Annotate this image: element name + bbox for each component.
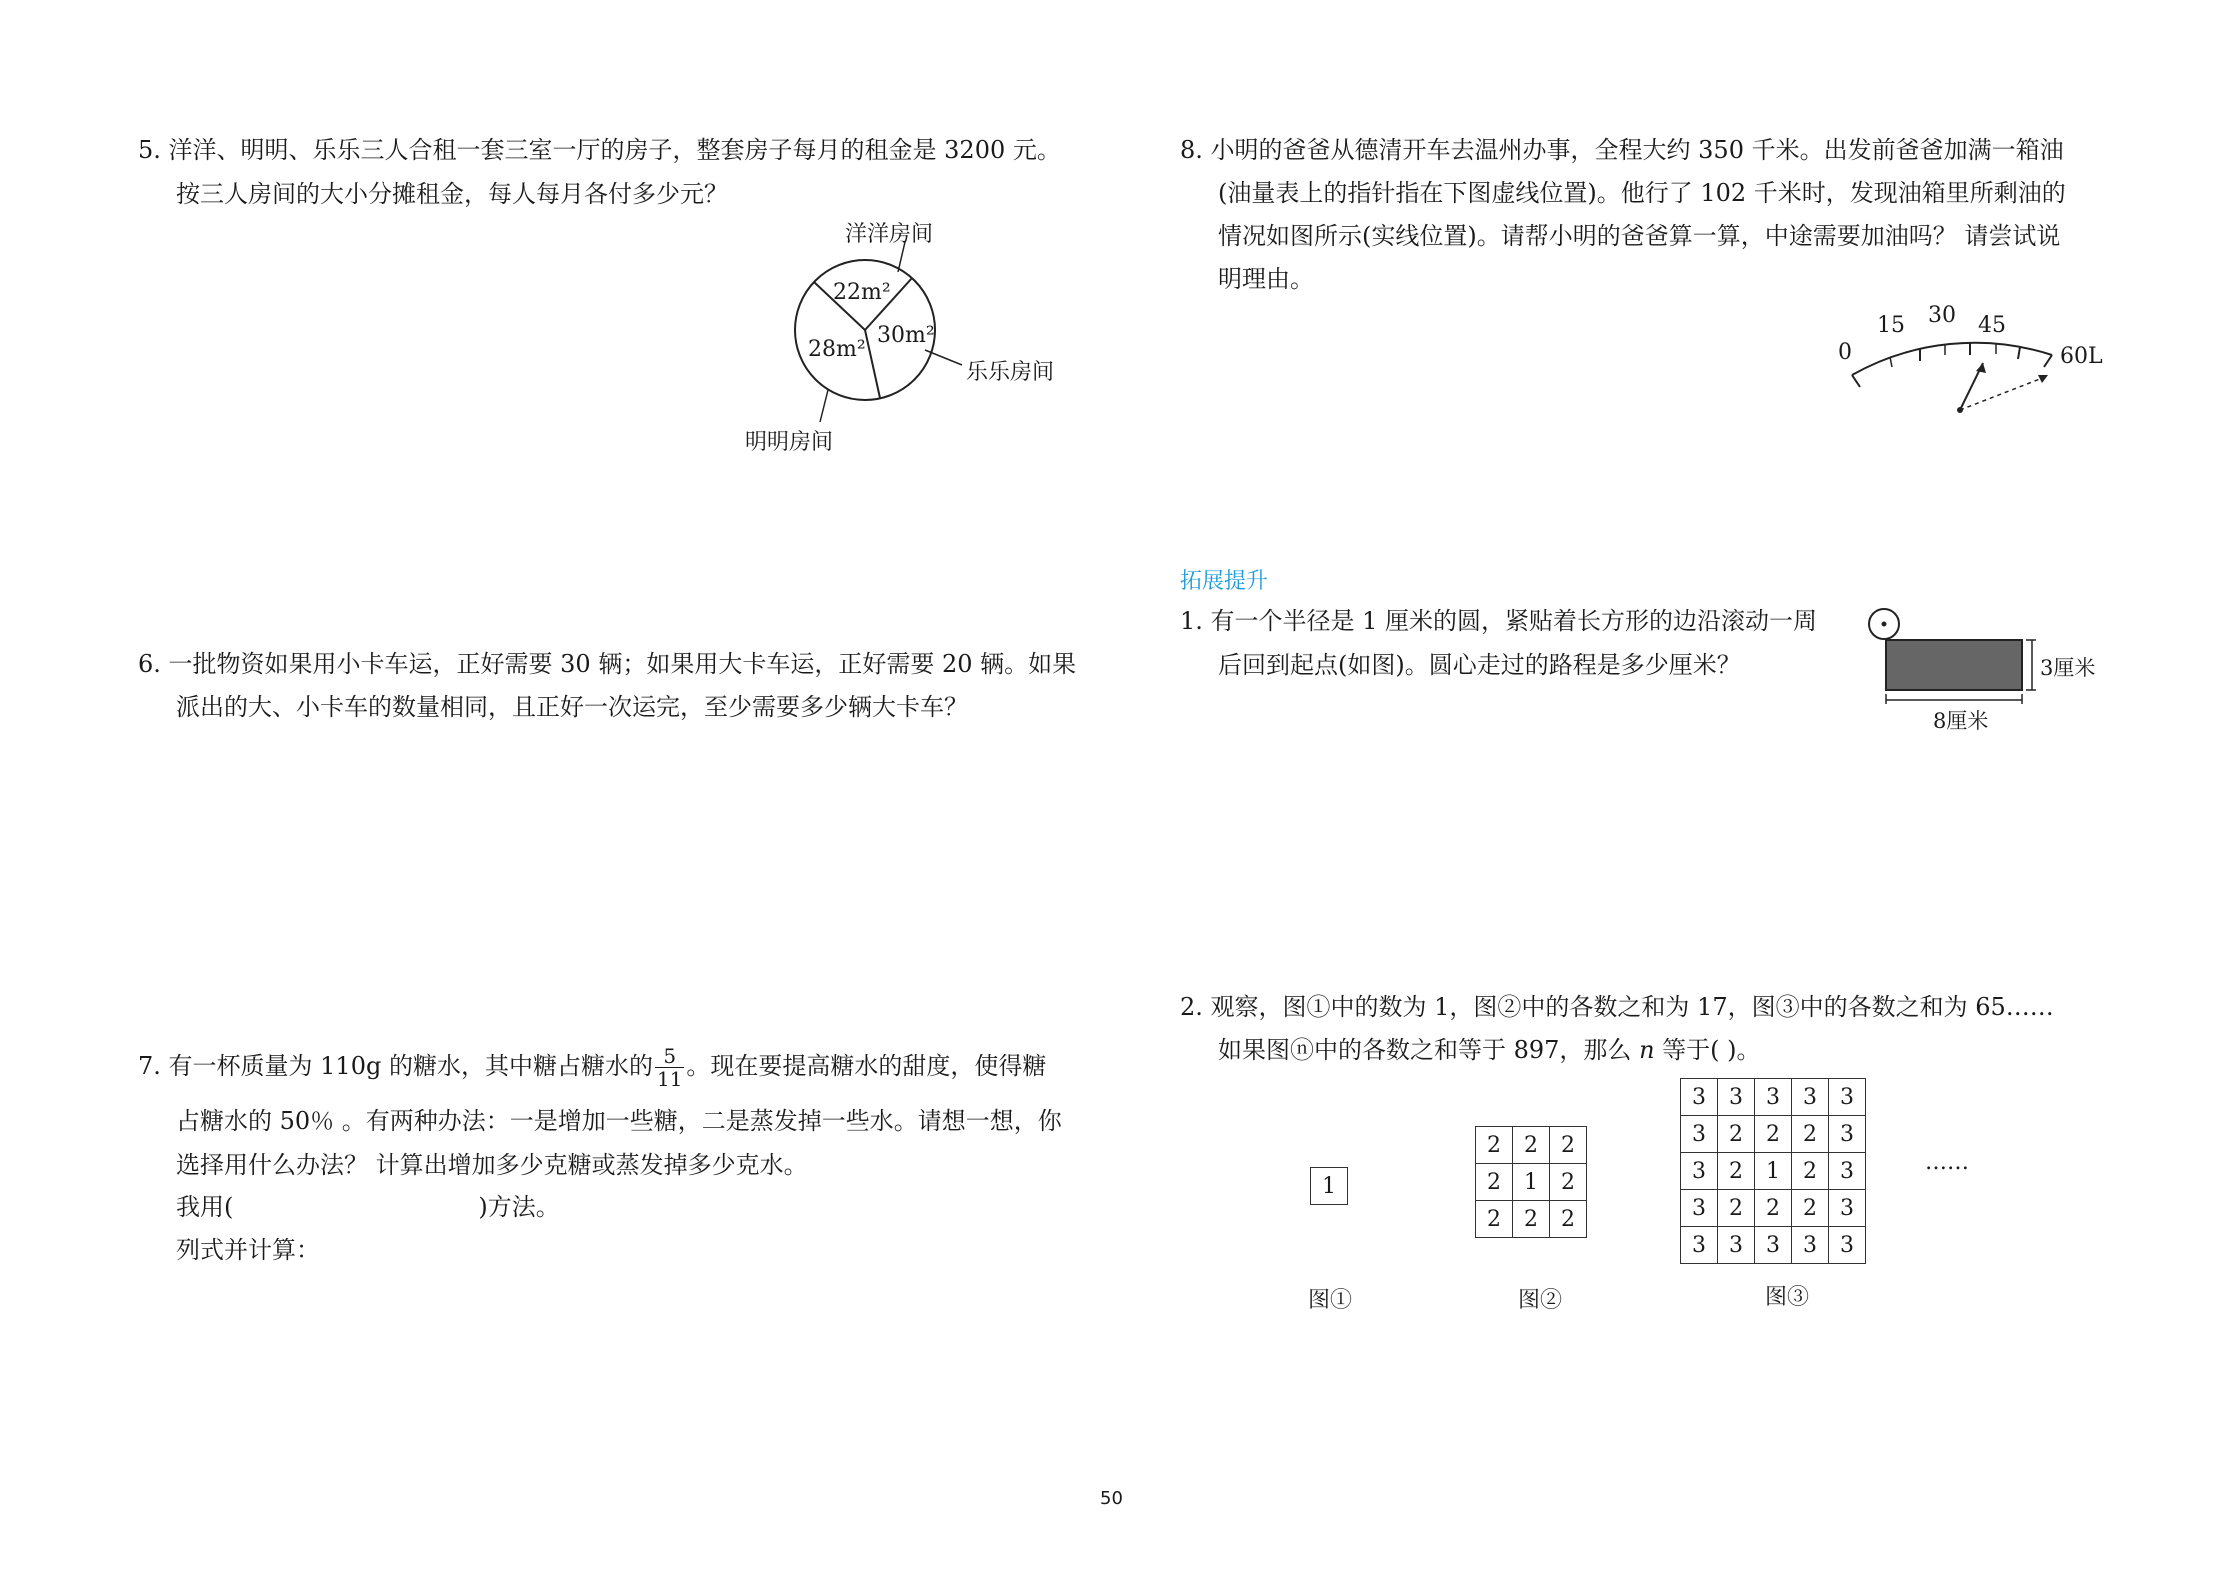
q7-line1-post: 。现在要提高糖水的甜度，使得糖 [686, 1052, 1047, 1080]
grid-cell: 2 [1476, 1164, 1513, 1201]
grid-cell: 2 [1755, 1116, 1792, 1153]
grid-row [1476, 1164, 1587, 1201]
grid-cell: 2 [1476, 1127, 1513, 1164]
grid-cell: 3 [1681, 1079, 1718, 1116]
label-yangyang-room: 洋洋房间 [845, 222, 934, 247]
gauge-tick-45 [2018, 347, 2020, 359]
grid-cell: 1 [1755, 1153, 1792, 1190]
gauge-label-30: 30 [1928, 303, 1956, 328]
q7-line1 [138, 1045, 1046, 1090]
grid-row [1681, 1153, 1866, 1190]
grid-cell: 2 [1718, 1153, 1755, 1190]
gauge-arc [1852, 343, 2052, 375]
figure-2-grid [1475, 1126, 1587, 1238]
q6-line1: 6. 一批物资如果用小卡车运，正好需要 30 辆；如果用大卡车运，正好需要 20 辆。如果 [138, 650, 1077, 678]
q7-frac-num: 5 [655, 1045, 684, 1068]
gauge-needle-dashed-head [2038, 375, 2048, 383]
gauge-tick-60 [2044, 355, 2052, 367]
grid-cell: 3 [1829, 1227, 1866, 1264]
grid-row [1681, 1190, 1866, 1227]
grid-cell: 2 [1550, 1201, 1587, 1238]
grid-cell: 2 [1550, 1127, 1587, 1164]
rect-width-label: 8厘米 [1933, 709, 1989, 733]
grid-cell: 3 [1681, 1227, 1718, 1264]
q7-frac-den: 11 [656, 1067, 683, 1091]
q7-line4-post: )方法。 [478, 1193, 560, 1221]
figure-1-grid [1310, 1167, 1348, 1205]
gauge-label-60: 60L [2060, 344, 2103, 369]
gauge-needle-solid-head [1976, 363, 1986, 373]
grid-cell: 3 [1755, 1227, 1792, 1264]
label-mingming-room: 明明房间 [745, 430, 834, 455]
grid-cell: 3 [1829, 1190, 1866, 1227]
grid-cell: 3 [1681, 1153, 1718, 1190]
section-title: 拓展提升 [1180, 569, 1269, 594]
gauge-tick-minor-1 [1890, 357, 1892, 367]
caption-figure-1: 图① [1308, 1288, 1353, 1313]
caption-figure-3: 图③ [1765, 1285, 1810, 1310]
grid-cell: 2 [1513, 1201, 1550, 1238]
rect-height-label: 3厘米 [2040, 656, 2096, 680]
grid-cell: 3 [1829, 1079, 1866, 1116]
grid-row [1681, 1079, 1866, 1116]
grid-cell: 2 [1513, 1127, 1550, 1164]
gauge-label-0: 0 [1838, 340, 1852, 365]
grid-cell: 2 [1550, 1164, 1587, 1201]
grid-cell: 2 [1718, 1190, 1755, 1227]
leader-lele [925, 350, 962, 365]
grid-cell: 2 [1718, 1116, 1755, 1153]
grid-cell: 3 [1829, 1116, 1866, 1153]
q7-line1-pre: 7. 有一杯质量为 110g 的糖水，其中糖占糖水的 [138, 1052, 653, 1080]
grid-cell: 2 [1792, 1190, 1829, 1227]
page-number: 50 [1100, 1488, 1123, 1509]
q8-line3: 情况如图所示(实线位置)。请帮小明的爸爸算一算，中途需要加油吗？ 请尝试说 [1218, 222, 2061, 250]
q8-line4: 明理由。 [1218, 265, 1314, 293]
q8-line1: 8. 小明的爸爸从德清开车去温州办事，全程大约 350 千米。出发前爸爸加满一箱油 [1180, 136, 2064, 164]
q7-line4-pre: 我用( [176, 1193, 234, 1221]
leader-mingming [820, 390, 828, 422]
e2-line2-pre: 如果图ⓝ中的各数之和等于 897，那么 [1218, 1036, 1640, 1064]
e2-line1: 2. 观察，图①中的数为 1，图②中的各数之和为 17，图③中的各数之和为 65…… [1180, 993, 2054, 1021]
grid-cell: 3 [1829, 1153, 1866, 1190]
grid-cell: 3 [1792, 1227, 1829, 1264]
grid-row [1681, 1227, 1866, 1264]
grid-cell: 3 [1755, 1079, 1792, 1116]
e1-line1: 1. 有一个半径是 1 厘米的圆，紧贴着长方形的边沿滚动一周 [1180, 607, 1818, 635]
grid-cell: 3 [1718, 1227, 1755, 1264]
grid-cell: 2 [1755, 1190, 1792, 1227]
figure-ellipsis: …… [1925, 1150, 1969, 1175]
grid-cell: 3 [1792, 1079, 1829, 1116]
e2-line2 [1218, 1033, 1761, 1067]
q5-line2: 按三人房间的大小分摊租金，每人每月各付多少元？ [176, 180, 728, 208]
q7-line5: 列式并计算： [176, 1236, 320, 1264]
figure-3-grid [1680, 1078, 1866, 1264]
gray-rectangle [1886, 640, 2022, 690]
gauge-label-15: 15 [1877, 313, 1905, 338]
grid-cell: 2 [1476, 1201, 1513, 1238]
area-mingming: 28m² [808, 337, 866, 362]
grid-row [1476, 1201, 1587, 1238]
e2-line2-post: 等于( )。 [1654, 1036, 1761, 1064]
grid-row [1311, 1168, 1348, 1205]
e1-line2: 后回到起点(如图)。圆心走过的路程是多少厘米？ [1218, 651, 1741, 679]
area-yangyang: 22m² [833, 280, 891, 305]
grid-cell: 2 [1792, 1116, 1829, 1153]
gauge-tick-0 [1852, 375, 1860, 387]
q7-fraction [655, 1045, 684, 1090]
grid-cell: 3 [1681, 1190, 1718, 1227]
e2-variable-n: n [1639, 1036, 1655, 1064]
label-lele-room: 乐乐房间 [966, 360, 1055, 385]
area-lele: 30m² [877, 323, 935, 348]
gauge-label-45: 45 [1978, 313, 2006, 338]
grid-cell: 3 [1718, 1079, 1755, 1116]
grid-row [1681, 1116, 1866, 1153]
grid-cell: 3 [1681, 1116, 1718, 1153]
grid-cell: 2 [1792, 1153, 1829, 1190]
grid-row [1476, 1127, 1587, 1164]
circle-center-dot [1882, 622, 1887, 627]
q6-line2: 派出的大、小卡车的数量相同，且正好一次运完，至少需要多少辆大卡车？ [176, 693, 968, 721]
q5-line1: 5. 洋洋、明明、乐乐三人合租一套三室一厅的房子，整套房子每月的租金是 3200 元。 [138, 136, 1061, 164]
grid-cell: 1 [1311, 1168, 1348, 1205]
q7-line4 [176, 1190, 560, 1224]
gauge-pivot [1957, 407, 1963, 413]
q7-line2: 占糖水的 50％ 。有两种办法：一是增加一些糖，二是蒸发掉一些水。请想一想，你 [176, 1107, 1062, 1135]
grid-cell: 1 [1513, 1164, 1550, 1201]
caption-figure-2: 图② [1518, 1288, 1563, 1313]
q8-line2: (油量表上的指针指在下图虚线位置)。他行了 102 千米时，发现油箱里所剩油的 [1218, 179, 2066, 207]
q7-line3: 选择用什么办法？ 计算出增加多少克糖或蒸发掉多少克水。 [176, 1151, 808, 1179]
